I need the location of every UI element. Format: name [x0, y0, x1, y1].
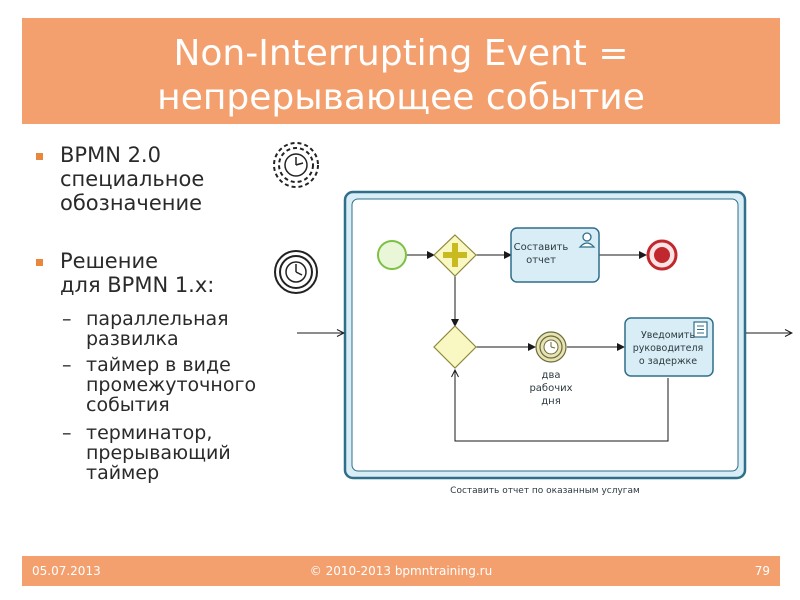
title-line-2: непрерывающее событие [157, 77, 645, 118]
bullet-bpmn2-line2: специальное [60, 167, 205, 191]
sub-bullet-line: параллельная [86, 308, 229, 330]
footer-bar [22, 556, 780, 586]
sub-bullet-line: таймер [86, 462, 160, 484]
task-notify-manager [625, 318, 713, 376]
sub-bullet-line: терминатор, [86, 422, 213, 444]
bullet-bpmn1-line1: Решение [60, 249, 159, 273]
title-line-1: Non-Interrupting Event = [173, 33, 629, 74]
timer-label: рабочих [529, 383, 573, 394]
dash-icon: – [62, 422, 72, 444]
task-label: Составить [513, 242, 569, 253]
timer-label: два [541, 370, 561, 381]
dash-icon: – [62, 308, 72, 330]
footer-copyright: © 2010-2013 bpmntraining.ru [309, 564, 493, 578]
bullet-bpmn1-line2: для BPMN 1.x: [60, 273, 215, 297]
bullet-bpmn2-line1: BPMN 2.0 [60, 143, 161, 167]
sub-bullet-line: прерывающий [86, 442, 231, 464]
timer-event-icon [275, 251, 317, 293]
sub-bullet-line: развилка [86, 328, 179, 350]
timer-label: дня [541, 396, 561, 407]
task-label: о задержке [638, 356, 698, 367]
script-icon [694, 322, 707, 337]
terminate-end-event [648, 241, 676, 269]
subprocess-caption: Составить отчет по оказанным услугам [450, 486, 640, 496]
bullet-bpmn2-line3: обозначение [60, 191, 203, 215]
intermediate-timer-event [536, 332, 566, 362]
task-label: Уведомить [640, 330, 696, 341]
sub-bullet-line: таймер в виде [86, 354, 231, 376]
dash-icon: – [62, 354, 72, 376]
sub-bullet-line: промежуточного [86, 374, 257, 396]
sub-bullet-line: события [86, 394, 170, 416]
task-compose-report [511, 228, 599, 282]
task-label: отчет [526, 255, 556, 266]
footer-date: 05.07.2013 [32, 564, 101, 578]
page-number: 79 [754, 564, 770, 578]
start-event [378, 241, 406, 269]
non-interrupting-timer-icon [274, 143, 318, 187]
task-label: руководителя [632, 343, 704, 354]
